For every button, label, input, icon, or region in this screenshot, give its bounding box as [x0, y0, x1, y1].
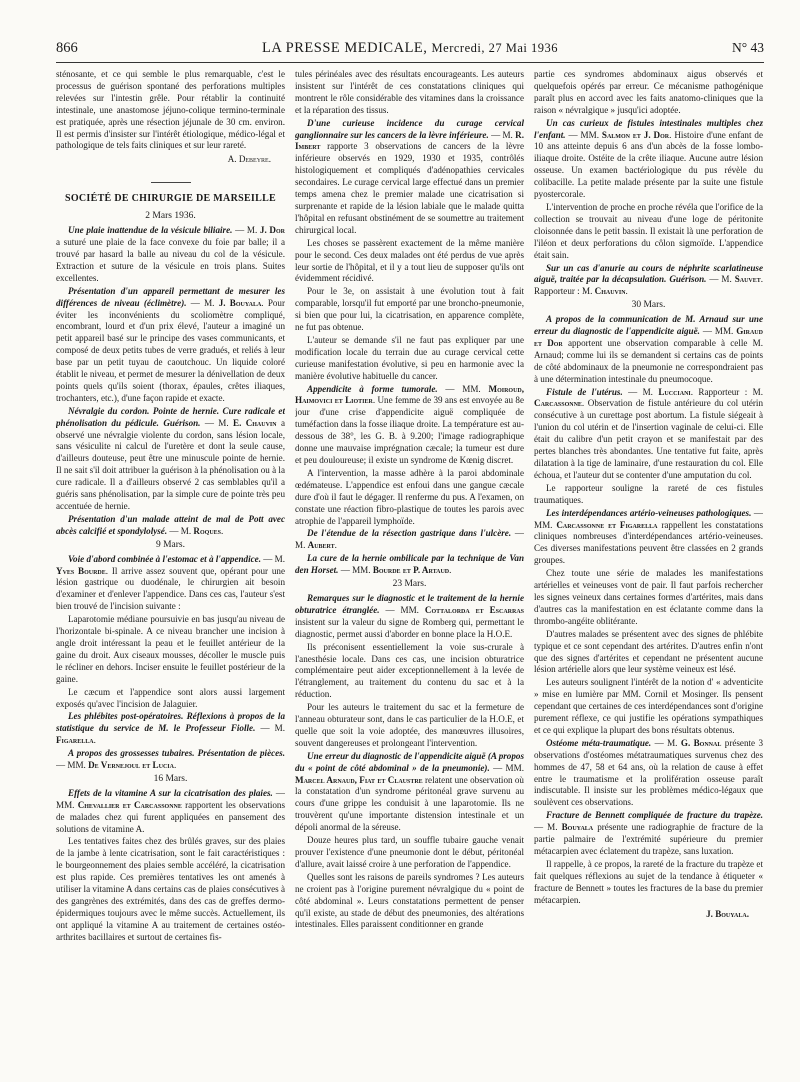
- article-title: Remarques sur le diagnostic et le traitement de la hernie obturatrice étranglée.: [295, 592, 524, 615]
- article-title: Sur un cas d'anurie au cours de néphrite scarlatineuse aiguë, traitée par la décapsulation.: [534, 262, 763, 285]
- text-columns: [56, 69, 764, 1074]
- article-title: Une plaie inattendue de la vésicule biliaire.: [68, 225, 233, 236]
- article-author: Aubert: [307, 540, 335, 551]
- article-text: . Il arrive assez souvent que, opérant pour une lésion gastrique ou duodénale, le chirurgien ait besoin d'examiner et d'enlever l'appendice. Dans ces cas, l'auteur s'est bien trouvé de l'incision suivante :: [56, 565, 285, 612]
- dash: — MM.: [534, 507, 763, 530]
- paragraph: Laparotomie médiane poursuivie en bas jusqu'au niveau de l'horizontale bi-spinale. A ce niveau brancher une incision à angle droit intéressant la peau et le feuillet antérieur de la gaine du droit. Aux ciseaux mousses, décoller le muscle puis le récliner en dehors. Inciser ensuite le feuillet postérieur de la gaine.: [56, 614, 285, 684]
- article-text: présente 3 observations d'ostéomes métatraumatiques survenus chez des hommes de 47, 58 et 64 ans, où la relation de cause à effet entre le traumatisme et la prolifération osseuse paraît indiscutable. Il insiste sur les problèmes médico-légaux que soulèvent ces observations.: [534, 737, 763, 808]
- dash: — MM.: [340, 565, 371, 576]
- paragraph: Le rapporteur souligne la rareté de ces fistules traumatiques.: [534, 482, 763, 505]
- column-2: [295, 69, 524, 1074]
- paragraph: Quelles sont les raisons de pareils syndromes ? Les auteurs ne croient pas à l'origine purement névralgique du « point de côté abdominal ». Leurs constatations permettent de penser qu'il existe, au stade de début des pneumonies, des altérations intestinales. Elles paraissent conditionner en grande: [295, 871, 524, 930]
- article: [534, 738, 763, 809]
- issue-date: Mercredi, 27 Mai 1936: [431, 41, 558, 55]
- article: [534, 508, 763, 568]
- rapporteur-label: . Rapporteur : M.: [534, 274, 763, 297]
- article-author: E. Chauvin: [233, 417, 277, 428]
- session-date: 9 Mars.: [155, 539, 186, 550]
- article-author: Cottalorda et Escarras: [424, 604, 524, 615]
- dash: — MM.: [493, 762, 524, 773]
- article-author: Roques: [193, 525, 221, 536]
- article-author: Chevallier et Carcassonne: [77, 799, 182, 810]
- article-author: Bouyala: [561, 822, 594, 833]
- dash: — MM.: [56, 787, 285, 810]
- dash: — M.: [235, 225, 258, 236]
- article-text: . Histoire d'une enfant de 10 ans atteinte depuis 6 ans d'un abcès de la fosse lombo-iliaque droite. Ostéite de la crête iliaque. Aucune autre lésion osseuse. Un examen bactériologique du pus révèle du colibacille. La petite malade présente par la suite une fistule pyostercorale.: [534, 129, 763, 200]
- paragraph: Les tentatives faites chez des brûlés graves, sur des plaies de la jambe à lente cicatrisation, sont le fait caractéristiques : le bourgeonnement des plaies semble accéléré, la cicatrisation est plus rapide. Ces premières tentatives les ont amenés à utiliser la vitamine A dans certains cas de plaies consécutives à des gangrènes des extrémités, dans des cas de greffes dermo-épidermiques toujours avec le même succès. Actuellement, ils ont appliqué la vitamine A au traitement de certaines ostéo-arthrites bacillaires et surtout de certaines fis-: [56, 836, 285, 942]
- article-text: relatent une observation où la constatation d'un syndrome péritonéal grave survenu au cours d'une grippe les conduisit à une laparotomie. Ils ne trouvèrent qu'une importante distension intestinale et un dépoli anormal de la séreuse.: [295, 774, 524, 833]
- dash: — M.: [190, 297, 215, 308]
- article-author: Bourde et P. Artaud: [372, 565, 450, 576]
- article: [295, 593, 524, 641]
- article-title: De l'étendue de la résection gastrique dans l'ulcère.: [307, 528, 512, 539]
- paragraph: partie ces syndromes abdominaux aigus observés et quelquefois opérés par erreur. Ce mécanisme pathogénique paraît plus en accord avec les faits anatomo-cliniques que la raison « névralgique » jusqu'ici adoptée.: [534, 69, 763, 115]
- dash: — M.: [654, 737, 678, 748]
- session-date: 2 Mars 1936.: [145, 211, 196, 222]
- signature: J. Bouyala.: [706, 908, 749, 919]
- dash: — MM.: [56, 760, 86, 771]
- rapporteur-label: . Rapporteur : M.: [690, 386, 763, 397]
- article-title: D'une curieuse incidence du curage cervical ganglionnaire sur les cancers de la lèvre inférieure.: [295, 117, 524, 140]
- article: [56, 406, 285, 513]
- paragraph: D'autres malades se présentent avec des signes de phlébite typique et ce sont cependant des artérites. D'autres enfin n'ont que des signes d'artérites et cependant ne présentent aucune lésion artérielle alors que leur système veineux est lésé.: [534, 628, 763, 675]
- article-title-end: Guérison.: [669, 274, 707, 285]
- article: [56, 225, 285, 285]
- journal-title: [56, 38, 764, 58]
- issue-number: N° 43: [731, 40, 764, 55]
- article-title: Les interdépendances artério-veineuses pathologiques.: [546, 507, 752, 518]
- article-title-end: Guérison.: [163, 417, 201, 428]
- dash: — MM.: [702, 326, 734, 337]
- article-author: R. Imbert: [295, 129, 524, 152]
- dash: — M.: [295, 528, 524, 551]
- article: [295, 751, 524, 834]
- paragraph: Ils préconisent essentiellement la voie sus-crurale à l'anesthésie locale. Dans ces cas, une incision obturatrice complémentaire peut aider exceptionnellement à la levée de l'étranglement, au traitement du contenu du sac et à la réduction.: [295, 641, 524, 700]
- article-author: De Vernejoul et Lucia: [88, 760, 174, 771]
- article-text: insistent sur la valeur du signe de Romberg qui, permettant le diagnostic, permet aussi d'aborder en bonne place la H.O.E.: [295, 616, 524, 639]
- article-author: Lucciani: [658, 386, 691, 397]
- article-author: Salmon et J. Dor: [601, 129, 670, 140]
- signature: A. Debeyre.: [227, 154, 271, 165]
- article: [295, 118, 524, 237]
- article: [534, 314, 763, 385]
- paragraph: Il rappelle, à ce propos, la rareté de la fracture du trapèze et fait quelques réflexions au sujet de la tendance à étiqueter « fracture de Bennett » toutes les fractures de la base du premier métacarpien.: [534, 858, 763, 905]
- paragraph: A l'intervention, la masse adhère à la paroi abdominale œdémateuse. L'appendice est enfoui dans une gangue cæcale dure d'où il faut le dégager. Il renferme du pus. A l'examen, on constate une réaction fibro-plastique de toutes les parois avec atrophie de l'appareil lymphoïde.: [295, 467, 524, 526]
- article-author: J. Bouyala: [218, 297, 262, 308]
- article-title: Une erreur du diagnostic de l'appendicite aiguë (A propos du « point de côté abdominal » de la pneumonie).: [295, 750, 524, 773]
- article-title: Effets de la vitamine A sur la cicatrisation des plaies.: [68, 787, 273, 798]
- paragraph: Le cæcum et l'appendice sont alors aussi largement exposés qu'avec l'incision de Jalaguier.: [56, 686, 285, 709]
- dash: — MM.: [385, 604, 419, 615]
- article-text: rapportent les observations de malades chez qui furent appliquées en pansement des solutions de vitamine A.: [56, 799, 285, 834]
- paragraph: Douze heures plus tard, un souffle tubaire gauche venait prouver l'existence d'une pneumonie dont le début, péritonéal d'allure, avait laissé croire à une perforation de l'appendice.: [295, 835, 524, 869]
- article: [56, 788, 285, 836]
- article-text: présente une radiographie de fracture de la partie palmaire de l'extrémité supérieure du premier métacarpien avec éclatement du trapèze, sans luxation.: [534, 822, 763, 856]
- session-date: 16 Mars.: [153, 773, 188, 784]
- paragraph: Chez toute une série de malades les manifestations artérielles et veineuses vont de pair. Il faut parfois rechercher les signes veineux dans certaines formes d'artérites, mais dans d'autres cas la manifestation en est éclatante comme dans la thrombo-angéite oblitérante.: [534, 568, 763, 626]
- article: De l'étendue de la résection gastrique dans l'ulcère. — M. Aubert.: [295, 528, 524, 551]
- session-date: 23 Mars.: [392, 579, 427, 590]
- article-text: a observé une névralgie violente du cordon, sans lésion locale, sans vésiculite ni calcul de l'uretère et dont la seule cause, d'ailleurs douteuse, peut être une minuscule pointe de hernie. Il ne sait s'il doit attribuer la guérison à la phénolisation ou à la cure radicale. Il a d'ailleurs observé 2 cas semblables qu'il a guéris sans phénolisation, par la simple cure de pointe très peu accentuée de hernie.: [56, 417, 285, 511]
- article-text: rapporte 3 observations de cancers de la lèvre inférieure observés en 1929, 1930 et 1935, contrôlés histologiquement et compliqués d'adénopathies cervicales secondaires. Le curage cervical large effectué dans un premier temps amena chez le premier malade une cicatrisation si surprenante et rapide de la lésion labiale que le malade quitta l'hôpital en refusant obstinément de se soumettre au traitement chirurgical local.: [295, 141, 524, 235]
- article-title: Ostéome méta-traumatique.: [546, 737, 652, 748]
- article-author: Carcassonne et Figarella: [556, 519, 658, 530]
- article-author: G. Bonnal: [680, 737, 722, 748]
- paragraph: Pour les auteurs le traitement du sac et la fermeture de l'anneau obturateur sont, dans le cas particulier de la H.O.E, et quelle que soit la voie adoptée, des manœuvres illusoires, souvent dangereuses et prolongeant l'intervention.: [295, 702, 524, 748]
- article: [56, 554, 285, 614]
- article-author: Marcel Arnaud, Fiat et Claustre: [295, 774, 423, 785]
- article-author: Figarella: [56, 735, 94, 746]
- paragraph: Les auteurs soulignent l'intérêt de la notion d' « adventicite » mise en lumière par MM. Cornil et Mosinger. Ils pensent cependant que certaines de ces interdépendances sont d'origine purement réflexe, ce qui justifie les opérations sympathiques et ce qui explique la plupart des bons résultats obtenus.: [534, 677, 763, 735]
- article-title: Les phlébites post-opératoires. Réflexions à propos de la statistique du service de M. le Professeur Fiolle.: [56, 711, 285, 734]
- column-3: [534, 69, 763, 1074]
- article: [534, 810, 763, 858]
- article-title: Présentation d'un malade atteint de mal de Pott avec abcès calcifié et spondylolysé.: [56, 513, 285, 536]
- article-text: a suturé une plaie de la face convexe du foie par balle; il a trouvé par hasard la balle au niveau du col de la vésicule. Extraction et suture de la vésicule en trois plans. Suites excellentes.: [56, 237, 285, 283]
- dash: — M.: [263, 553, 285, 564]
- article-title: Fracture de Bennett compliquée de fracture du trapèze.: [546, 810, 763, 821]
- article: [56, 286, 285, 405]
- article-title: A propos de la communication de M. Arnaud sur une erreur du diagnostic de l'appendicite aiguë.: [534, 314, 763, 337]
- paragraph: sténosante, et ce qui semble le plus remarquable, c'est le processus de guérison spontané des perforations multiples relevées sur l'intestin grêle. Pour rétablir la continuité intestinale, une anastomose jéjuno-colique termino-terminale est pratiquée, après une résection jéjunale de 30 cm. environ. Il est permis d'insister sur l'intérêt étiologique, médico-légal et pathologique de tels faits cliniques et sur leur rareté.: [56, 69, 285, 151]
- paragraph: tules périnéales avec des résultats encourageants. Les auteurs insistent sur l'intérêt de ces constatations cliniques qui montrent le rôle considérable des vitamines dans la croissance et la réparation des tissus.: [295, 69, 524, 115]
- article-text: . Observation de fistule antérieure du col utérin consécutive à un curettage post abortum. La fistule siégeait à l'union du col utérin et de l'insertion vaginale de celui-ci. Elle était du calibre d'un petit crayon et se manifestait par des pertes blanches très abondantes. Une tentative fut faite, après dilatation à la tige de laminaire, d'une restauration du col. Elle échoua, et l'auteur dut se contenter d'une amputation du col.: [534, 398, 763, 480]
- session-date: 30 Mars.: [631, 300, 666, 311]
- article-text: apportent une observation comparable à celle M. Arnaud; comme lui ils se demandent si certains cas de points de côté abdominaux de la pneumonie ne correspondraient pas à une détermination intestinale du pneumocoque.: [534, 337, 763, 384]
- article-title: A propos des grossesses tubaires. Présentation de pièces.: [68, 748, 285, 759]
- page-number: 866: [56, 40, 78, 56]
- article-title: Appendicite à forme tumorale.: [307, 383, 438, 394]
- article-title: Un cas curieux de fistules intestinales multiples chez l'enfant.: [534, 117, 763, 140]
- rapporteur: Carcassonne: [534, 398, 582, 409]
- article-title: Névralgie du cordon. Pointe de hernie. Cure radicale et phénolisation du pédicule.: [56, 405, 285, 428]
- article-author: J. Dor: [259, 225, 285, 236]
- article: Les phlébites post-opératoires. Réflexions à propos de la statistique du service de M. le Professeur Fiolle. — M. Figarella.: [56, 711, 285, 746]
- dash: — M.: [709, 274, 732, 285]
- section-title: SOCIÉTÉ DE CHIRURGIE DE MARSEILLE: [56, 182, 285, 205]
- article: [534, 118, 763, 201]
- article: Sur un cas d'anurie au cours de néphrite scarlatineuse aiguë, traitée par la décapsulation. Guérison. — M. Sauvet. Rapporteur : M. Chauvin.: [534, 262, 763, 297]
- article-author: Giraud et Dor: [534, 326, 763, 348]
- article-text: . Pour éviter les inconvénients du scoliomètre compliqué, encombrant, lourd et d'un prix élevé, l'auteur a imaginé un petit appareil basé sur le principe des vases communicants, et composé de deux petits tubes de verre gradués, et reliés à leur base par un petit tuyau de caoutchouc. Un liquide coloré établit le niveau, et permet de mesurer la dénivellation de deux points quels qu'ils soient (thorax, épaules, crêtes iliaques, trochanters, etc.), d'une façon rapide et exacte.: [56, 297, 285, 403]
- dash: — M.: [169, 525, 192, 536]
- article-text: rappellent les constatations cliniques nombreuses d'interdépendances artério-veineuses. Ces diverses manifestations peuvent être classées en 2 grands groupes.: [534, 519, 763, 566]
- paragraph: L'auteur se demande s'il ne faut pas expliquer par une modification locale du terrain due au curage cervical cette curieuse manifestation évolutive, si peu en harmonie avec la manière évolutive habituelle du cancer.: [295, 334, 524, 381]
- page-header: [56, 38, 764, 63]
- article-author: Yves Bourde: [56, 565, 106, 576]
- article-title: Présentation d'un appareil permettant de mesurer les différences de niveau (éclimètre).: [56, 285, 285, 308]
- paragraph: L'intervention de proche en proche révéla que l'orifice de la collection se trouvait au niveau d'une loge de péritonite cloisonnée dans le petit bassin. Il existait là une perforation de l'iléon et deux perforations du côlon sigmoïde. L'appendice était sain.: [534, 201, 763, 260]
- article-text: . Une femme de 39 ans est envoyée au 8e jour d'une crise d'appendicite aiguë compliquée de tuméfaction dans la fosse iliaque droite. La température est au-dessous de 38°, les G. B. à 9.200; l'image radiographique donne une mauvaise imprégnation cæcale; la tumeur est dure et peu douloureuse; il existe un syndrome de Kœnig discret.: [295, 395, 524, 465]
- paragraph: Les choses se passèrent exactement de la même manière pour le second. Ces deux malades ont été perdus de vue après leur sortie de l'hôpital, et il y a tout lieu de supposer qu'ils ont évidemment récidivé.: [295, 237, 524, 284]
- rapporteur: Chauvin: [594, 286, 626, 297]
- dash: — MM.: [445, 383, 481, 394]
- dash: — MM.: [568, 129, 599, 140]
- dash: — M.: [260, 723, 285, 734]
- article-title: Fistule de l'utérus.: [546, 386, 623, 397]
- article: [534, 387, 763, 482]
- journal-name: LA PRESSE MEDICALE,: [262, 40, 428, 56]
- article: Présentation d'un malade atteint de mal de Pott avec abcès calcifié et spondylolysé. — M. Roques.: [56, 513, 285, 536]
- column-1: [56, 69, 285, 1074]
- article: A propos des grossesses tubaires. Présentation de pièces. — MM. De Vernejoul et Lucia.: [56, 748, 285, 771]
- article-title: La cure de la hernie ombilicale par la technique de Van den Horset.: [295, 553, 524, 576]
- dash: — M.: [204, 417, 229, 428]
- dash: — M.: [534, 822, 558, 833]
- article-author: Moiroud, Haimovici et Liotier: [295, 383, 524, 406]
- article: La cure de la hernie ombilicale par la technique de Van den Horset. — MM. Bourde et P. Artaud.: [295, 553, 524, 576]
- paragraph: Pour le 3e, on assistait à une évolution tout à fait comparable, lorsqu'il fut emporté par une broncho-pneumonie, si bien que pour lui, la cicatrisation, en apparence complète, ne fut pas obtenue.: [295, 286, 524, 333]
- article-title: Voie d'abord combinée à l'estomac et à l'appendice.: [68, 553, 261, 564]
- article-author: Sauvet: [734, 274, 761, 285]
- dash: — M.: [628, 386, 653, 397]
- article: [295, 384, 524, 467]
- dash: — M.: [491, 129, 513, 140]
